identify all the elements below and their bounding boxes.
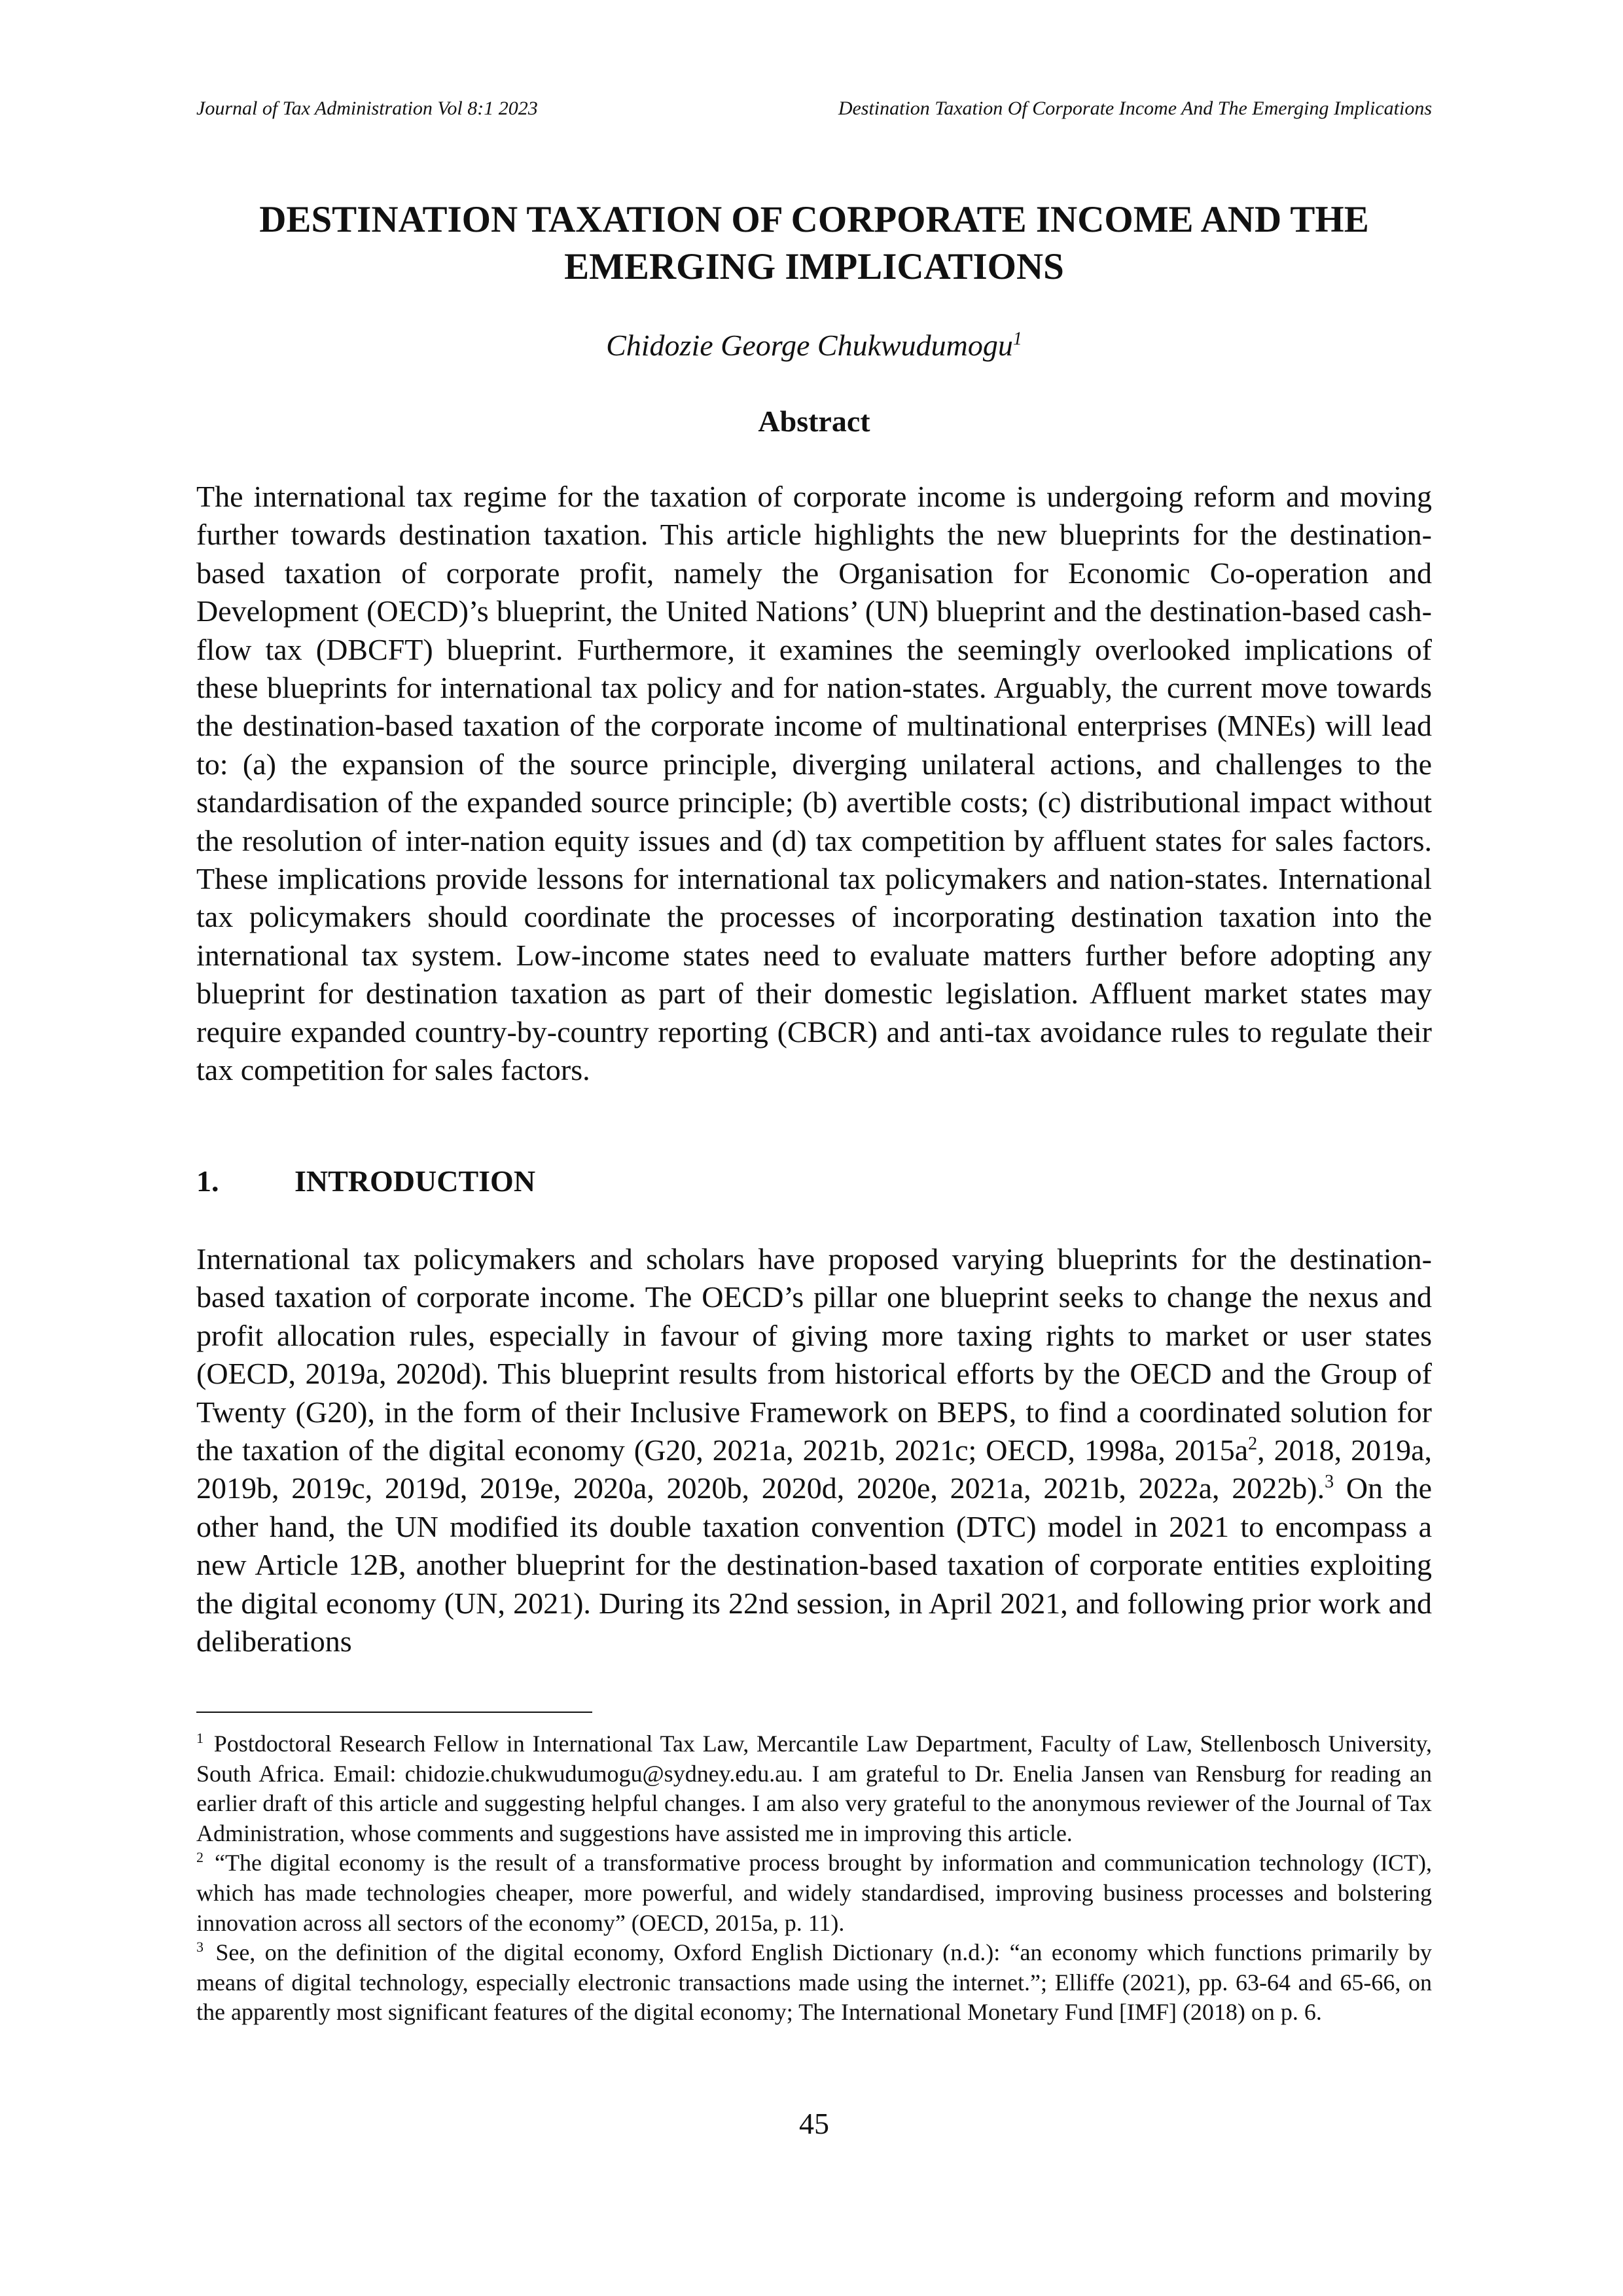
footnote-ref-3: 3 <box>1325 1472 1334 1493</box>
footnote <box>196 1729 1432 1848</box>
footnote-text: Postdoctoral Research Fellow in International Tax Law, Mercantile Law Department, Faculty of Law, Stellenbosch University, South Africa. Email: chidozie.chukwudumogu@sydney.edu.au. I am grateful to Dr. Enelia Jansen van Rensburg for reading an earlier draft of this article and suggesting helpful changes. I am also very grateful to the anonymous reviewer of the Journal of Tax Administration, whose comments and suggestions have assisted me in improving this article. <box>196 1731 1432 1846</box>
article-title <box>196 196 1432 291</box>
intro-text-part-1: International tax policymakers and scholars have proposed varying blueprints for the destination-based taxation of corporate income. The OECD’s pillar one blueprint seeks to change the nexus and profit allocation rules, especially in favour of giving more taxing rights to market or user states (OECD, 2019a, 2020d). This blueprint results from historical efforts by the OECD and the Group of Twenty (G20), in the form of their Inclusive Framework on BEPS, to find a coordinated solution for the taxation of the digital economy (G20, 2021a, 2021b, 2021c; OECD, 1998a, 2015a <box>196 1242 1432 1467</box>
header-journal: Journal of Tax Administration Vol 8:1 2023 <box>196 98 538 119</box>
running-header <box>196 96 1432 122</box>
footnote <box>196 1848 1432 1938</box>
abstract-heading: Abstract <box>758 404 870 438</box>
section-title: INTRODUCTION <box>294 1164 536 1198</box>
article-title-line-2: EMERGING IMPLICATIONS <box>564 246 1064 287</box>
intro-text-part-3: On the other hand, the UN modified its double taxation convention (DTC) model in 2021 to encompass a new Article 12B, another blueprint for the destination-based taxation of corporate entities exploiting the digital economy (UN, 2021). During its 22nd session, in April 2021, and following prior work and deliberations <box>196 1471 1432 1659</box>
header-article-title: Destination Taxation Of Corporate Income And The Emerging Implications <box>838 98 1432 119</box>
footnote-marker: 1 <box>196 1730 204 1746</box>
footnotes <box>196 1729 1432 2028</box>
page-number: 45 <box>799 2107 829 2140</box>
footnote <box>196 1938 1432 2028</box>
intro-text-part-2: , 2018, 2019a, 2019b, 2019c, 2019d, 2019e, 2020a, 2020b, 2020d, 2020e, 2021a, 2021b, 2022a, 2022b). <box>196 1433 1432 1505</box>
section-number: 1. <box>196 1164 219 1198</box>
footnote-text: “The digital economy is the result of a transformative process brought by information and communication technology (ICT), which has made technologies cheaper, more powerful, and widely standardised, improving business processes and bolstering innovation across all sectors of the economy” (OECD, 2015a, p. 11). <box>196 1850 1432 1936</box>
author-footnote-marker: 1 <box>1012 329 1022 350</box>
article-title-line-1: DESTINATION TAXATION OF CORPORATE INCOME AND THE <box>259 199 1369 240</box>
abstract-text: The international tax regime for the taxation of corporate income is undergoing reform and moving further towards destination taxation. This article highlights the new blueprints for the destination-based taxation of corporate profit, namely the Organisation for Economic Co-operation and Development (OECD)’s blueprint, the United Nations’ (UN) blueprint and the destination-based cash-flow tax (DBCFT) blueprint. Furthermore, it examines the seemingly overlooked implications of these blueprints for international tax policy and for nation-states. Arguably, the current move towards the destination-based taxation of the corporate income of multinational enterprises (MNEs) will lead to: (a) the expansion of the source principle, diverging unilateral actions, and challenges to the standardisation of the expanded source principle; (b) avertible costs; (c) distributional impact without the resolution of inter-nation equity issues and (d) tax competition by affluent states for sales factors. These implications provide lessons for international tax policymakers and nation-states. International tax policymakers should coordinate the processes of incorporating destination taxation into the international tax system. Low-income states need to evaluate matters further before adopting any blueprint for destination taxation as part of their domestic legislation. Affluent market states may require expanded country-by-country reporting (CBCR) and anti-tax avoidance rules to regulate their tax competition for sales factors. <box>196 480 1432 1087</box>
footnote-ref-2: 2 <box>1248 1433 1258 1454</box>
author-line <box>196 326 1432 365</box>
introduction-paragraph <box>196 1240 1432 1660</box>
footnote-text: See, on the definition of the digital economy, Oxford English Dictionary (n.d.): “an economy which functions primarily by means of digital technology, especially electronic transactions made using the internet.”; Elliffe (2021), pp. 63-64 and 65-66, on the apparently most significant features of the digital economy; The International Monetary Fund [IMF] (2018) on p. 6. <box>196 1939 1432 2026</box>
footnote-marker: 2 <box>196 1849 204 1866</box>
footnote-divider <box>196 1712 592 1713</box>
footnote-marker: 3 <box>196 1939 204 1956</box>
author-name: Chidozie George Chukwudumogu <box>606 329 1013 362</box>
section-heading <box>196 1162 1432 1201</box>
